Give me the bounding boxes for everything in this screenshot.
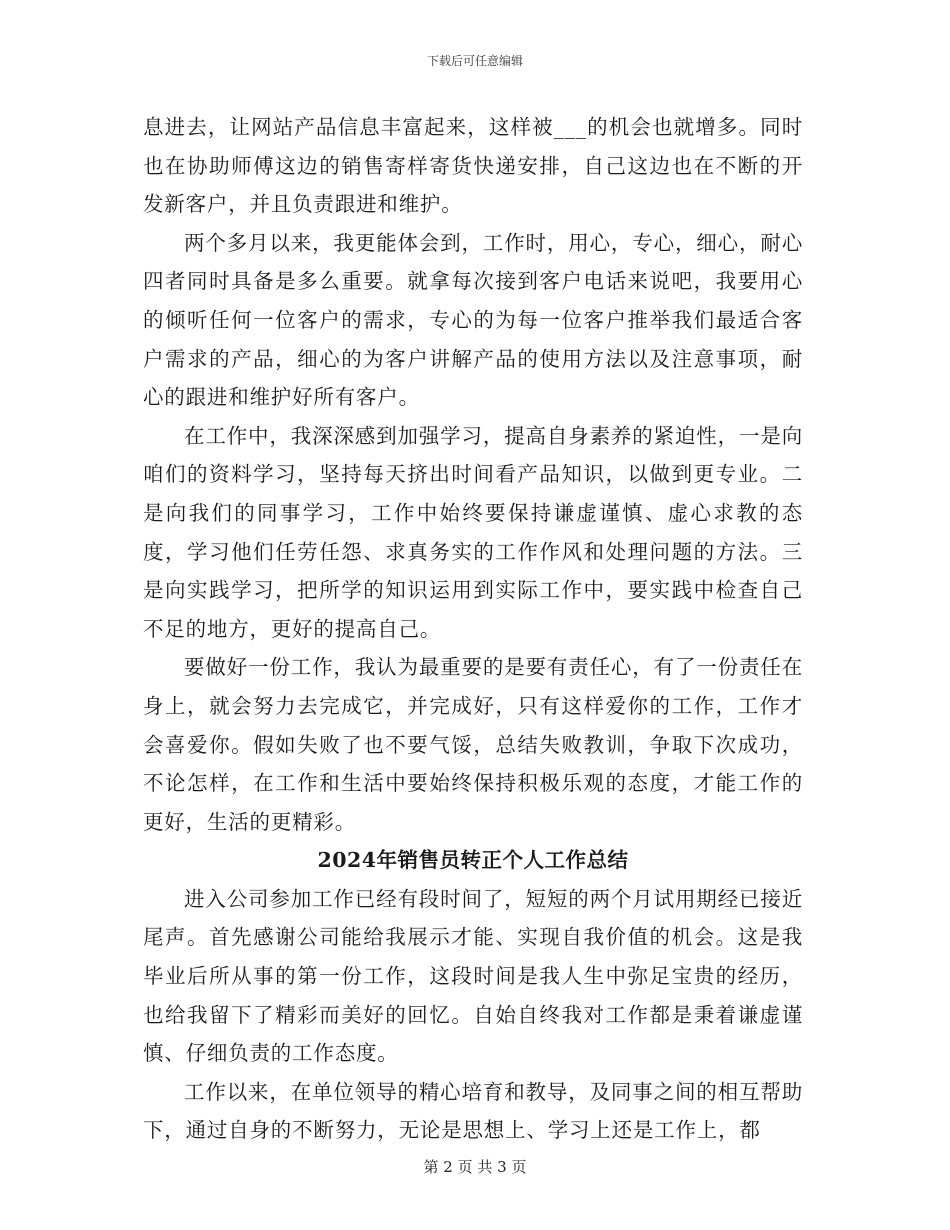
section-title: 2024年销售员转正个人工作总结 xyxy=(317,848,629,873)
paragraph-3: 在工作中，我深深感到加强学习，提高自身素养的紧迫性，一是向咱们的资料学习，坚持每天挤出时间看产品知识，以做到更专业。二是向我们的同事学习，工作中始终要保持谦虚谨慎、虚心求教的态度，学习他们任劳任怨、求真务实的工作作风和处理问题的方法。三是向实践学习，把所学的知识运用到实际工作中，要实践中检查自己不足的地方，更好的提高自己。 xyxy=(143,423,803,641)
section-paragraph-2: 工作以来，在单位领导的精心培育和教导，及同事之间的相互帮助下，通过自身的不断努力，无论是思想上、学习上还是工作上，都 xyxy=(143,1079,803,1143)
page-number-footer: 第 2 页 共 3 页 xyxy=(423,1158,527,1176)
paragraph-4: 要做好一份工作，我认为最重要的是要有责任心，有了一份责任在身上，就会努力去完成它，并完成好，只有这样爱你的工作，工作才会喜爱你。假如失败了也不要气馁，总结失败教训，争取下次成功，不论怎样，在工作和生活中要始终保持积极乐观的态度，才能工作的更好，生活的更精彩。 xyxy=(143,655,803,834)
section-paragraph-1: 进入公司参加工作已经有段时间了，短短的两个月试用期经已接近尾声。首先感谢公司能给我展示才能、实现自我价值的机会。这是我毕业后所从事的第一份工作，这段时间是我人生中弥足宝贵的经历，也给我留下了精彩而美好的回忆。自始自终我对工作都是秉着谦虚谨慎、仔细负责的工作态度。 xyxy=(143,886,803,1066)
paragraph-2: 两个多月以来，我更能体会到，工作时，用心，专心，细心，耐心四者同时具备是多么重要。就拿每次接到客户电话来说吧，我要用心的倾听任何一位客户的需求，专心的为每一位客户推举我们最适合客户需求的产品，细心的为客户讲解产品的使用方法以及注意事项，耐心的跟进和维护好所有客户。 xyxy=(143,230,803,410)
paragraph-1: 息进去，让网站产品信息丰富起来，这样被___的机会也就增多。同时也在协助师傅这边的销售寄样寄货快递安排，自己这边也在不断的开发新客户，并且负责跟进和维护。 xyxy=(143,115,803,217)
document-body xyxy=(143,108,803,1150)
page-header-note: 下载后可任意编辑 xyxy=(426,54,523,68)
